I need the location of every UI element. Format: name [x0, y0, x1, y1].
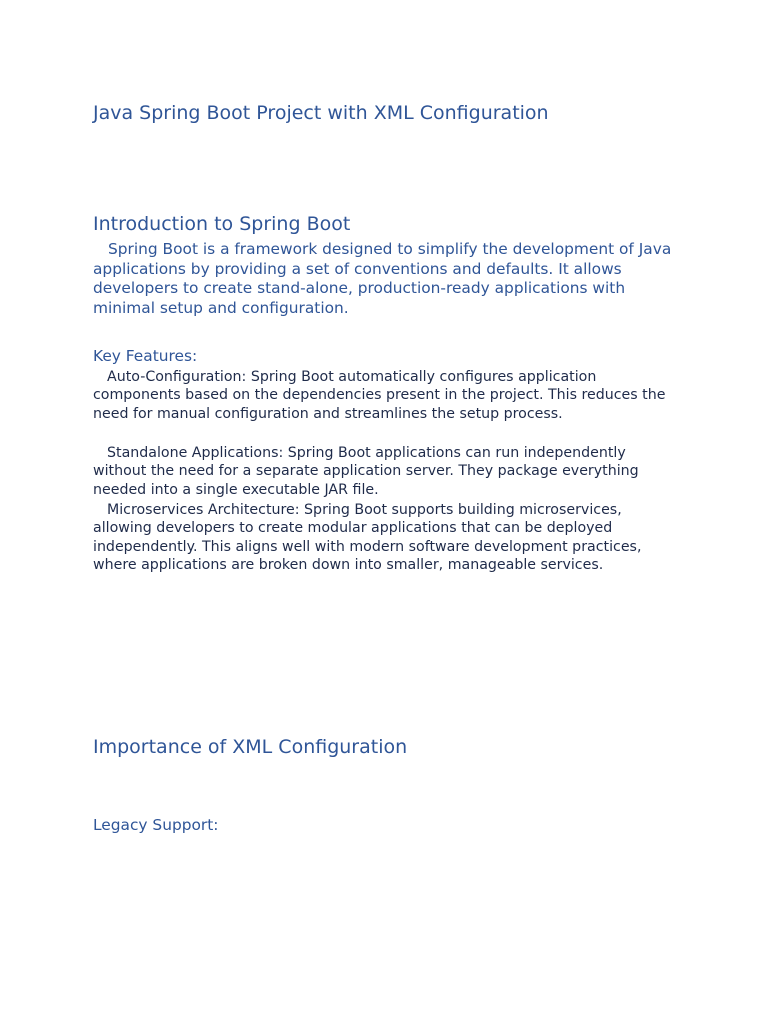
section-heading-introduction: Introduction to Spring Boot [93, 213, 351, 235]
feature-standalone-applications: Standalone Applications: Spring Boot applications can run independently without the need for a separate application server. They package everything needed into a single executable JAR file. [93, 445, 639, 498]
introduction-paragraph: Spring Boot is a framework designed to simplify the development of Java applications by providing a set of conventions and defaults. It allows developers to create stand-alone, production-ready applications with minimal setup and configuration. [93, 240, 672, 318]
feature-microservices-architecture: Microservices Architecture: Spring Boot supports building microservices, allowing developers to create modular applications that can be deployed independently. This aligns well with modern software development practices, where applications are broken down into smaller, manageable services. [93, 502, 642, 573]
document-title: Java Spring Boot Project with XML Configuration [93, 102, 549, 124]
feature-auto-configuration: Auto-Configuration: Spring Boot automatically configures application components based on the dependencies present in the project. This reduces the need for manual configuration and streamlines the setup process. [93, 369, 666, 422]
legacy-support-heading: Legacy Support: [93, 816, 219, 834]
key-features-heading: Key Features: [93, 347, 198, 365]
section-heading-xml-importance: Importance of XML Configuration [93, 736, 408, 758]
